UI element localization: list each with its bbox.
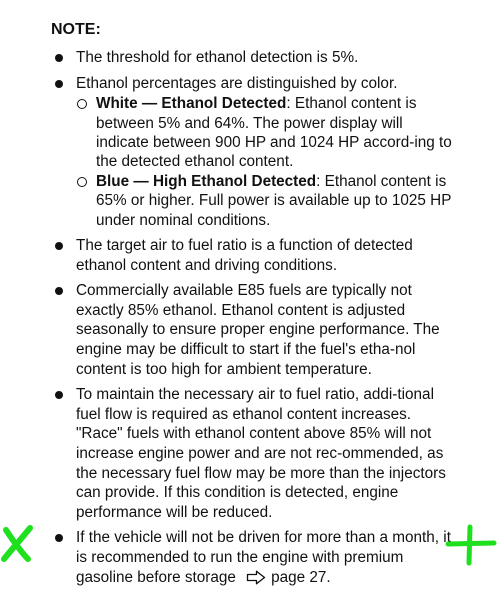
bullet-item <box>52 528 456 590</box>
bullet-item <box>52 74 456 230</box>
bullet-dot-icon <box>55 54 63 62</box>
green-plus-mark-icon <box>444 523 498 567</box>
green-x-mark-icon <box>0 525 34 563</box>
sub-bullet-item <box>76 94 456 172</box>
page-reference-link[interactable]: page 27. <box>271 568 331 586</box>
bullet-text: The threshold for ethanol detection is 5%. <box>76 49 359 66</box>
reference-arrow-icon <box>246 570 266 591</box>
bullet-text: If the vehicle will not be driven for more than a month, it is recommended to run the engine with premium gasoline before storage <box>76 529 451 586</box>
note-title: NOTE: <box>51 21 101 38</box>
sub-bullet-text: : Ethanol content is 65% or higher. Full power is available up to 1025 HP under nominal conditions. <box>96 172 452 229</box>
bullet-dot-icon <box>55 534 63 542</box>
sub-bullet-title: Blue — High Ethanol Detected <box>96 172 317 190</box>
sub-bullet-text: : Ethanol content is between 5% and 64%. The power display will indicate between 900 HP and 1024 HP accord-ing to the detected ethanol content. <box>96 95 452 171</box>
bullet-text: To maintain the necessary air to fuel ratio, addi-tional fuel flow is required as ethanol content increases. "Race" fuels with ethanol content above 85% will not increase engine power and are not rec-ommended, as the necessary fuel flow may be more than the injectors can provide. If this condition is detected, engine performance will be reduced. <box>76 386 446 521</box>
note-bullet-list <box>52 48 456 590</box>
bullet-item <box>52 48 456 68</box>
sub-bullet-title: White — Ethanol Detected <box>96 95 287 113</box>
bullet-dot-icon <box>55 242 63 250</box>
sub-bullet-item <box>76 172 456 230</box>
bullet-item <box>52 281 456 379</box>
bullet-dot-icon <box>55 391 63 399</box>
bullet-dot-icon <box>55 80 63 88</box>
bullet-text: Ethanol percentages are distinguished by color. <box>76 74 398 92</box>
bullet-text: Commercially available E85 fuels are typically not exactly 85% ethanol. Ethanol content is adjusted seasonally to ensure proper engine performance. The engine may be difficult to start if the fuel's etha-nol content is too high for ambient temperature. <box>76 282 440 378</box>
bullet-item <box>52 236 456 275</box>
sub-bullet-list <box>76 94 456 230</box>
bullet-item <box>52 385 456 522</box>
bullet-text: The target air to fuel ratio is a function of detected ethanol content and driving conditions. <box>76 237 413 274</box>
hollow-circle-bullet-icon <box>77 177 87 187</box>
hollow-circle-bullet-icon <box>77 99 87 109</box>
bullet-dot-icon <box>55 287 63 295</box>
